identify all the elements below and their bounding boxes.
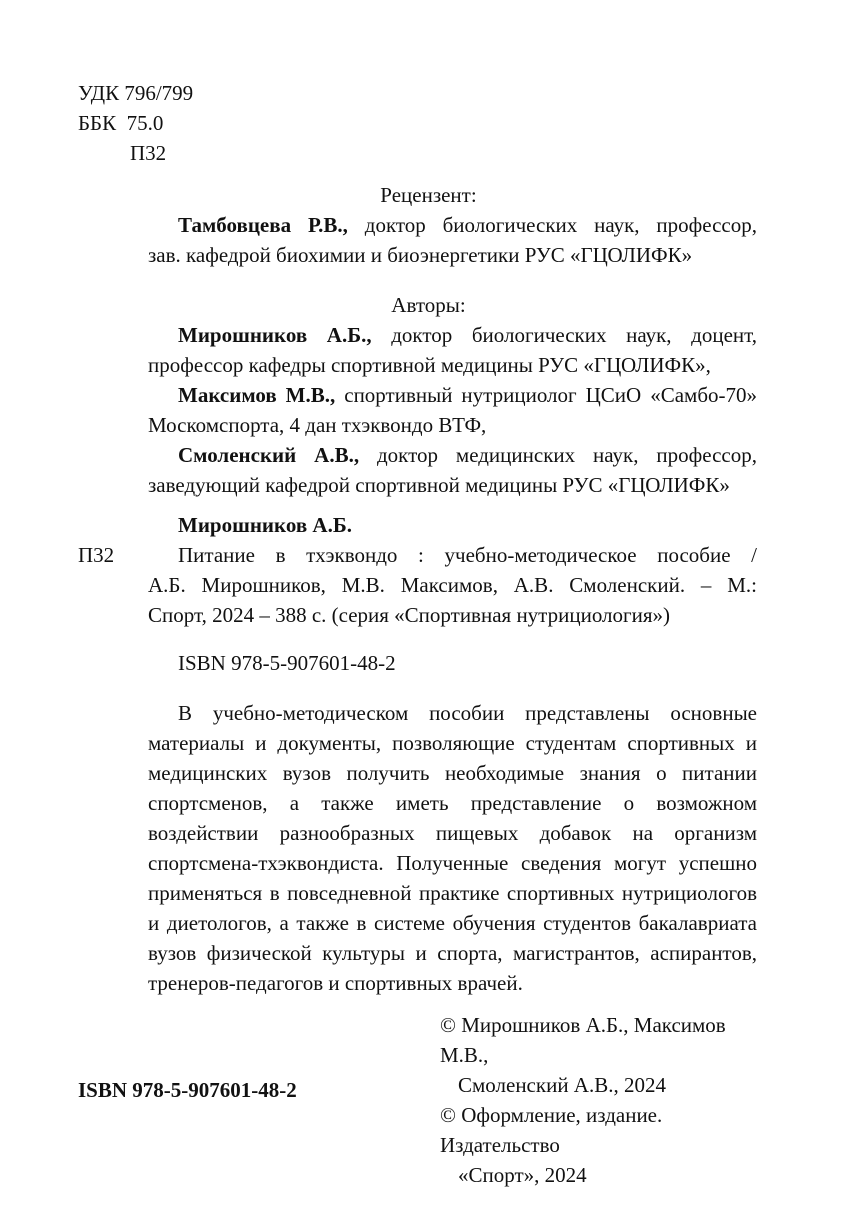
classification-codes [78, 78, 193, 168]
bib-line3: Спорт, 2024 – 388 с. (серия «Спортивная нутрициология») [148, 603, 671, 627]
bib-line1: Питание в тхэквондо : учебно-методическое пособие / [178, 543, 757, 567]
isbn-text: ISBN 978-5-907601-48-2 [178, 651, 396, 675]
author-entry-1 [148, 320, 757, 380]
main-author-name: Мирошников А.Б. [178, 513, 352, 537]
copyright-publisher-line2: «Спорт», 2024 [458, 1163, 587, 1187]
reviewer-heading: Рецензент: [380, 183, 477, 207]
isbn-bold: ISBN 978-5-907601-48-2 [78, 1078, 297, 1102]
reviewer-desc-line1: доктор биологических наук, профессор, [347, 213, 757, 237]
author-sign-code: П32 [130, 141, 167, 165]
catalog-code: П32 [78, 543, 115, 567]
author-entry-3 [148, 440, 757, 500]
copyright-block [440, 1010, 770, 1190]
authors-heading: Авторы: [391, 293, 466, 317]
author-name-2: Максимов М.В., [178, 383, 336, 407]
reviewer-block [148, 210, 757, 270]
bbk-code: ББК 75.0 [78, 111, 164, 135]
author-desc-1: доктор биологических наук, доцент, профессор кафедры спортивной медицины РУС «ГЦОЛИФК», [148, 323, 757, 377]
bib-line2: А.Б. Мирошников, М.В. Максимов, А.В. Смоленский. – М.: [148, 573, 757, 597]
reviewer-name: Тамбовцева Р.В., [178, 213, 348, 237]
copyright-authors-line1: © Мирошников А.Б., Максимов М.В., [440, 1013, 726, 1067]
author-desc-3: доктор медицинских наук, профессор, заведующий кафедрой спортивной медицины РУС «ГЦОЛИФК» [148, 443, 757, 497]
reviewer-line2: зав. кафедрой биохимии и биоэнергетики РУС «ГЦОЛИФК» [148, 243, 693, 267]
copyright-authors-line2: Смоленский А.В., 2024 [458, 1073, 666, 1097]
author-name-1: Мирошников А.Б., [178, 323, 372, 347]
bibliographic-description [148, 540, 757, 630]
abstract-block [148, 698, 757, 998]
copyright-publisher-line1: © Оформление, издание. Издательство [440, 1103, 663, 1157]
isbn-line [148, 648, 757, 678]
author-desc-2: спортивный нутрициолог ЦСиО «Самбо-70» Москомспорта, 4 дан тхэквондо ВТФ, [148, 383, 757, 437]
abstract-text: В учебно-методическом пособии представлены основные материалы и документы, позволяющие студентам спортивных и медицинских вузов получить необходимые знания о питании спортсменов, а также иметь представление о возможном воздействии разнообразных пищевых добавок на организм спортсмена-тхэквондиста. Полученные сведения могут успешно применяться в повседневной практике спортивных нутрициологов и диетологов, а также в системе обучения студентов бакалавриата вузов физической культуры и спорта, магистрантов, аспирантов, тренеров-педагогов и спортивных врачей. [148, 701, 757, 995]
author-name-3: Смоленский А.В., [178, 443, 360, 467]
main-author [148, 510, 757, 540]
author-entry-2 [148, 380, 757, 440]
authors-block [148, 320, 757, 500]
udk-code: УДК 796/799 [78, 81, 194, 105]
reviewer-line1 [148, 210, 757, 240]
